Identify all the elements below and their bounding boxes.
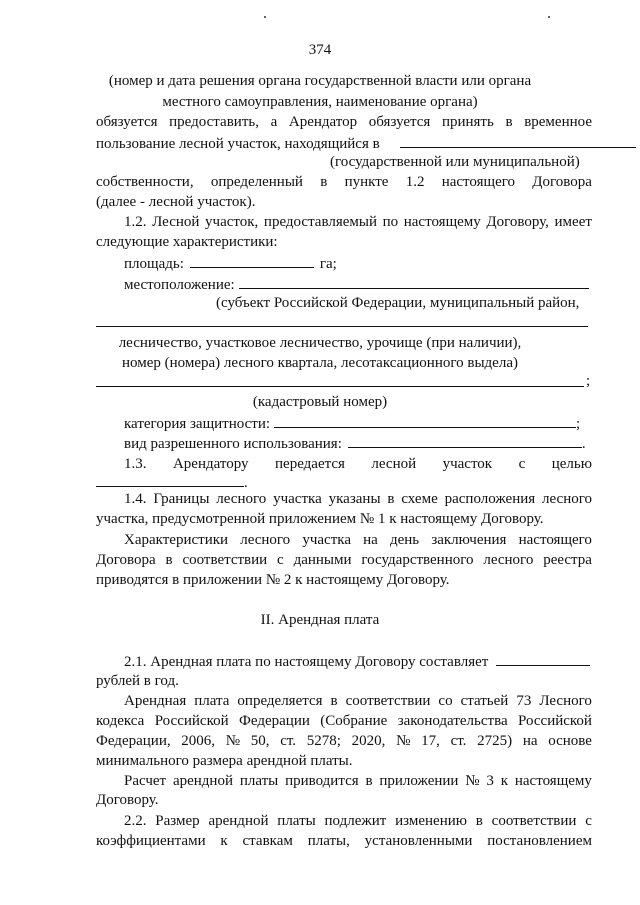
word: платы [277, 813, 316, 829]
word: изменению [395, 813, 467, 829]
word: статьей [460, 693, 509, 709]
rent-amount-blank [496, 652, 590, 666]
punct: ; [576, 416, 581, 432]
word: Размер [155, 813, 200, 829]
word: 3 [486, 773, 494, 789]
word: пункте [344, 174, 389, 190]
word: участка [302, 532, 351, 548]
word: арендной [208, 813, 269, 829]
word: временное [524, 114, 592, 130]
word: определяется [237, 693, 323, 709]
text-line: минимального размера арендной платы. [96, 753, 353, 769]
text-line [124, 772, 592, 790]
word: 2020, [351, 733, 386, 749]
page-number: 374 [308, 42, 332, 58]
word: на [363, 532, 378, 548]
word: 1.2. [124, 214, 147, 230]
text-line: приводятся в приложении № 2 к настоящему Договору. [96, 572, 450, 588]
word: по [382, 214, 399, 230]
word: 5278; [306, 733, 341, 749]
word: Расчет [124, 773, 167, 789]
word: подлежит [324, 813, 387, 829]
word: 73 [516, 693, 532, 709]
word: Российской [154, 713, 229, 729]
word: с [585, 813, 592, 829]
word: с [277, 552, 284, 568]
text-line: участка, предусмотренной приложением № 1 к настоящему Договору. [96, 511, 544, 527]
word: 1.2 [405, 174, 425, 190]
word: государственного [361, 552, 474, 568]
text-line [96, 832, 592, 850]
word: в [330, 693, 338, 709]
caption-forestry: лесничество, участковое лесничество, урочище (при наличии), [118, 335, 522, 351]
word: Лесной [152, 214, 200, 230]
word: 2006, [181, 733, 216, 749]
text-line: следующие характеристики: [96, 234, 278, 250]
word: в [165, 552, 173, 568]
text-line [96, 551, 592, 569]
purpose-blank [96, 473, 244, 487]
word: арендной [172, 773, 233, 789]
section-title: II. Арендная плата [260, 612, 380, 628]
word: постановлением [487, 833, 592, 849]
word: Характеристики [124, 532, 229, 548]
area-unit: га; [319, 256, 337, 272]
word: Арендная [124, 693, 187, 709]
caption-decision-line-2: местного самоуправления, наименование органа) [162, 94, 478, 110]
rent-amount-line [124, 652, 590, 671]
protection-category-line [124, 414, 580, 433]
word: 17, [421, 733, 440, 749]
permitted-use-line [124, 434, 586, 453]
word: 1.3. [124, 456, 147, 472]
word: предоставить, [169, 114, 259, 130]
location-label: местоположение: [124, 277, 235, 293]
word: Арендатор [288, 114, 358, 130]
caption-quarter: номер (номера) лесного квартала, лесотаксационного выдела) [122, 355, 518, 371]
text-line [124, 812, 592, 830]
word: платы, [307, 833, 350, 849]
word: к [220, 833, 228, 849]
word: № [225, 733, 241, 749]
text-line [124, 213, 592, 231]
location-blank [239, 275, 589, 289]
word: платы [239, 773, 279, 789]
word: основе [548, 733, 592, 749]
word: участка [273, 491, 322, 507]
word: установленными [364, 833, 473, 849]
word: настоящему [514, 773, 592, 789]
word: предоставляемый [263, 214, 377, 230]
permitted-use-blank [348, 434, 582, 448]
word: в [505, 114, 513, 130]
location-line [124, 275, 589, 294]
word: приводится [285, 773, 359, 789]
text-line [124, 692, 592, 710]
word: кодекса [96, 713, 145, 729]
word: в [475, 813, 483, 829]
word: лесного [542, 491, 592, 507]
word: к [500, 773, 509, 789]
text-line [96, 732, 592, 750]
punct: . [581, 436, 586, 452]
word: законодательства [397, 713, 508, 729]
word: приложении [379, 773, 459, 789]
word: передается [275, 456, 345, 472]
text-line: рублей в год. [96, 673, 179, 689]
scan-mark [264, 16, 266, 18]
word: коэффициентами [96, 833, 206, 849]
word: расположения [444, 491, 536, 507]
word: принять [441, 114, 494, 130]
blank-line [96, 386, 584, 387]
punct: ; [586, 373, 591, 389]
word: Российской [518, 713, 592, 729]
word: настоящего [441, 174, 516, 190]
text-line [124, 455, 592, 473]
scan-mark [548, 16, 550, 18]
word: ставкам [242, 833, 293, 849]
word: плата [194, 693, 230, 709]
word: обязуется [96, 114, 158, 130]
caption-ownership: (государственной или муниципальной) [330, 154, 580, 170]
word: Договора [96, 552, 156, 568]
word: обязуется [368, 114, 431, 130]
caption-subject: (субъект Российской Федерации, муниципальный район, [216, 295, 580, 311]
word: соответствии [345, 693, 431, 709]
text-line: Договору. [96, 792, 159, 808]
word: лесного [216, 491, 267, 507]
text-line [96, 113, 592, 131]
word: заключения [431, 532, 507, 548]
punct: . [244, 475, 248, 491]
text-line: (далее - лесной участок). [96, 194, 256, 210]
text-line [96, 173, 592, 191]
word: лесного [240, 532, 291, 548]
word: в [365, 773, 373, 789]
word: участок [442, 456, 493, 472]
word: Границы [153, 491, 210, 507]
word: реестра [543, 552, 592, 568]
word: № [396, 733, 411, 749]
word: имеет [554, 214, 592, 230]
protection-category-blank [274, 414, 576, 428]
word: целью [551, 456, 592, 472]
word: указаны [328, 491, 381, 507]
word: Арендатору [172, 456, 249, 472]
area-blank [190, 254, 314, 268]
word: Лесного [539, 693, 592, 709]
blank-field [400, 134, 636, 148]
word: № [465, 773, 480, 789]
word: ст. [280, 733, 297, 749]
word: соответствии [182, 552, 268, 568]
text: 2.1. Арендная плата по настоящему Договору составляет [124, 654, 489, 670]
caption-cadastral: (кадастровый номер) [252, 394, 388, 410]
word: Федерации, [96, 733, 171, 749]
word: Федерации [239, 713, 310, 729]
word: данными [293, 552, 352, 568]
word: лесного [483, 552, 534, 568]
word: день [389, 532, 420, 548]
word: на [522, 733, 538, 749]
word: ст. [450, 733, 467, 749]
word: настоящего [518, 532, 592, 548]
word: лесной [371, 456, 417, 472]
caption-decision-line-1: (номер и дата решения органа государственной власти или органа [108, 73, 532, 89]
word: 2.2. [124, 813, 147, 829]
text: пользование лесной участок, находящийся в [96, 136, 380, 152]
text-line [124, 490, 592, 508]
word: (Собрание [320, 713, 388, 729]
word: схеме [401, 491, 438, 507]
word: Договора [532, 174, 592, 190]
word: в [320, 174, 328, 190]
word: определенный [210, 174, 303, 190]
text-line [124, 531, 592, 549]
word: собственности, [96, 174, 194, 190]
word: 50, [250, 733, 270, 749]
word: Договору, [486, 214, 549, 230]
word: с [518, 456, 526, 472]
word: настоящему [403, 214, 481, 230]
word: со [438, 693, 453, 709]
permitted-use-label: вид разрешенного использования: [124, 436, 342, 452]
word: участок, [205, 214, 259, 230]
word: в [387, 491, 395, 507]
area-line [124, 254, 337, 273]
word: 1.4. [124, 491, 147, 507]
text-line [96, 134, 636, 153]
area-label: площадь: [124, 256, 184, 272]
protection-category-label: категория защитности: [124, 416, 271, 432]
word: 2725) [477, 733, 513, 749]
text-line [96, 712, 592, 730]
blank-line [96, 326, 588, 327]
word: соответствии [491, 813, 577, 829]
word: а [270, 114, 278, 130]
